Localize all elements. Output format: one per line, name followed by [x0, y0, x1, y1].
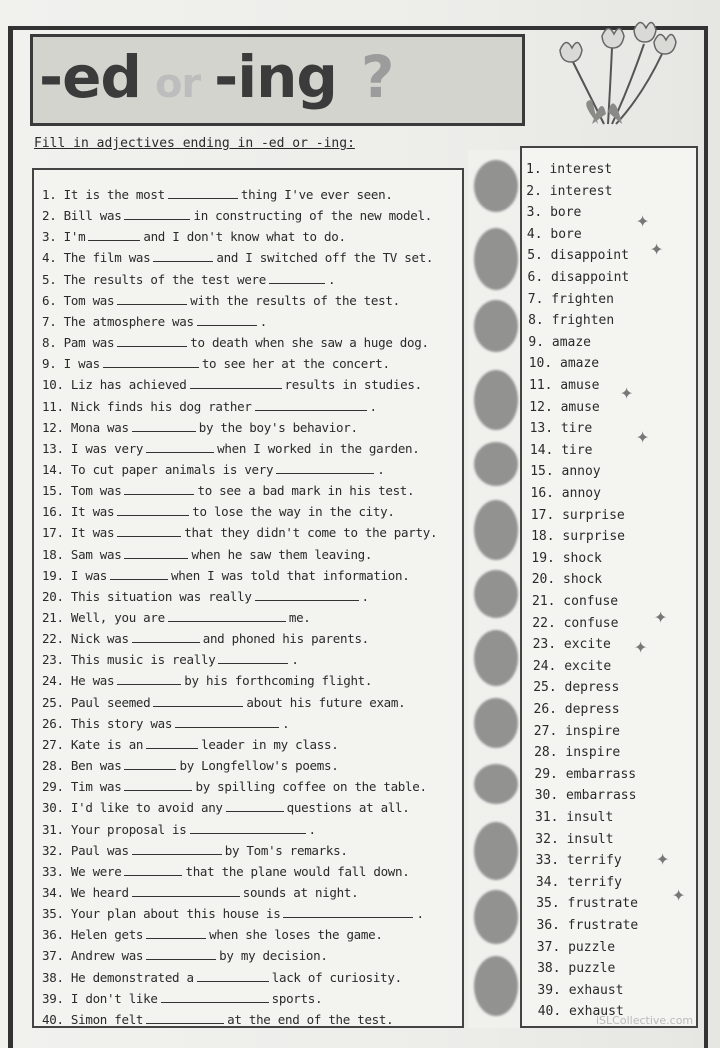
question-prefix: 5. The results of the test were — [42, 271, 266, 287]
question-item — [42, 504, 395, 519]
question-suffix: lack of curiosity. — [271, 969, 402, 985]
answer-blank[interactable] — [255, 590, 359, 601]
question-item — [42, 652, 299, 667]
question-suffix: sounds at night. — [242, 884, 359, 900]
verb-hint-item: 4. bore — [526, 226, 582, 242]
question-prefix: 37. Andrew was — [42, 948, 144, 964]
question-item — [42, 462, 384, 477]
answer-blank[interactable] — [175, 717, 279, 728]
title-question-mark: ? — [360, 43, 394, 111]
verb-hint-item: 24. excite — [532, 658, 612, 674]
answer-blank[interactable] — [168, 611, 286, 622]
verb-hint-item: 28. inspire — [534, 745, 621, 761]
verb-hint-item: 31. insult — [535, 810, 614, 825]
tulip-flowers-icon — [532, 20, 682, 130]
question-suffix: in constructing of the new model. — [193, 208, 432, 224]
stripe-blob — [474, 764, 518, 804]
question-item — [42, 695, 405, 710]
stripe-blob — [474, 630, 518, 686]
question-item — [42, 377, 422, 392]
answer-blank[interactable] — [124, 209, 190, 220]
question-prefix: 17. It was — [42, 525, 115, 541]
answer-blank[interactable] — [117, 294, 187, 305]
question-prefix: 32. Paul was — [42, 842, 129, 858]
page-title — [39, 43, 394, 111]
question-item — [42, 589, 369, 604]
verb-hint-item: 25. depress — [533, 680, 620, 696]
answer-blank[interactable] — [197, 315, 257, 326]
answer-blank[interactable] — [190, 823, 306, 834]
stripe-blob — [474, 698, 518, 748]
answer-blank[interactable] — [103, 357, 199, 368]
question-prefix: 16. It was — [42, 504, 115, 520]
question-suffix: thing I've ever seen. — [240, 187, 393, 202]
question-item — [42, 1012, 393, 1027]
question-suffix: at the end of the test. — [227, 1011, 394, 1027]
verb-hint-item: 13. tire — [529, 421, 593, 437]
title-or: or — [154, 61, 201, 107]
question-prefix: 4. The film was — [42, 250, 151, 266]
question-suffix: and phoned his parents. — [202, 631, 369, 647]
verb-hint-item: 14. tire — [529, 442, 593, 458]
question-prefix: 36. Helen gets — [42, 927, 144, 943]
question-prefix: 34. We heard — [42, 884, 129, 900]
answer-blank[interactable] — [153, 251, 213, 262]
question-prefix: 25. Paul seemed — [42, 694, 151, 710]
question-prefix: 24. He was — [42, 673, 115, 689]
answer-blank[interactable] — [117, 505, 189, 516]
answer-blank[interactable] — [190, 378, 282, 389]
question-prefix: 19. I was — [42, 567, 108, 583]
question-prefix: 15. Tom was — [42, 483, 122, 499]
question-item — [42, 335, 429, 350]
question-prefix: 1. It is the most — [42, 187, 165, 202]
question-prefix: 35. Your plan about this house is — [42, 906, 281, 922]
question-item — [42, 250, 433, 265]
answer-blank[interactable] — [132, 632, 200, 643]
answer-blank[interactable] — [132, 844, 222, 855]
sparkle-icon: ✦ — [656, 846, 670, 871]
verb-hint-item: 35. frustrate — [536, 896, 638, 912]
question-item — [42, 991, 322, 1006]
question-suffix: . — [361, 588, 369, 604]
question-suffix: to see her at the concert. — [201, 356, 390, 372]
question-item — [42, 758, 338, 773]
question-item — [42, 314, 267, 329]
verb-hint-item: 16. annoy — [530, 486, 601, 501]
question-suffix: by the boy's behavior. — [198, 419, 358, 435]
question-item — [42, 293, 400, 308]
verb-hint-item: 5. disappoint — [527, 248, 629, 264]
verb-hint-item: 1. interest — [526, 162, 613, 177]
question-suffix: . — [328, 271, 336, 287]
question-suffix: when I was told that information. — [171, 567, 410, 583]
answer-blank[interactable] — [146, 1013, 224, 1024]
question-suffix: . — [369, 398, 377, 414]
verb-hint-item: 6. disappoint — [527, 270, 630, 285]
answer-blank[interactable] — [117, 336, 187, 347]
question-item — [42, 229, 346, 244]
question-prefix: 7. The atmosphere was — [42, 313, 194, 329]
stripe-blob — [474, 822, 518, 880]
question-suffix: sports. — [271, 990, 323, 1006]
question-item — [42, 272, 335, 287]
question-item — [42, 716, 289, 731]
question-suffix: by his forthcoming flight. — [184, 673, 373, 689]
question-item — [42, 843, 348, 858]
verb-hint-item: 2. interest — [526, 183, 613, 199]
stripe-blob — [474, 442, 518, 486]
verb-hint-item: 26. depress — [533, 702, 620, 717]
answer-blank[interactable] — [124, 865, 182, 876]
question-item — [42, 525, 437, 540]
question-prefix: 2. Bill was — [42, 208, 122, 224]
verb-hint-item: 34. terrify — [535, 874, 622, 890]
question-suffix: and I switched off the TV set. — [216, 250, 434, 266]
stripe-blob — [474, 956, 518, 1016]
verb-hint-item: 17. surprise — [530, 507, 625, 523]
question-item — [42, 441, 420, 456]
answer-blank[interactable] — [197, 971, 269, 982]
verb-hint-item: 33. terrify — [535, 853, 622, 869]
decorative-stripe — [468, 150, 526, 1028]
verb-hint-item: 39. exhaust — [537, 982, 624, 998]
verb-hint-item: 18. surprise — [531, 529, 626, 545]
question-suffix: when she loses the game. — [209, 927, 383, 943]
question-prefix: 26. This story was — [42, 715, 173, 731]
question-suffix: that they didn't come to the party. — [184, 525, 438, 541]
sparkle-icon: ✦ — [620, 380, 634, 405]
answer-blank[interactable] — [124, 548, 188, 559]
answer-blank[interactable] — [132, 421, 196, 432]
answer-blank[interactable] — [255, 400, 367, 411]
question-prefix: 6. Tom was — [42, 292, 115, 308]
question-prefix: 18. Sam was — [42, 546, 122, 562]
question-item — [42, 800, 410, 815]
verb-hint-item: 3. bore — [526, 205, 582, 221]
question-item — [42, 208, 432, 223]
answer-blank[interactable] — [269, 273, 325, 284]
verb-hint-item: 23. excite — [532, 637, 611, 653]
question-item — [42, 483, 414, 498]
stripe-blob — [474, 570, 518, 618]
question-prefix: 30. I'd like to avoid any — [42, 800, 223, 816]
question-suffix: me. — [288, 610, 311, 625]
question-prefix: 31. Your proposal is — [42, 821, 187, 837]
answer-blank[interactable] — [117, 526, 181, 537]
stripe-blob — [474, 500, 518, 560]
answer-blank[interactable] — [124, 759, 176, 770]
question-suffix: . — [259, 313, 267, 329]
question-item — [42, 885, 358, 900]
verb-hint-item: 7. frighten — [527, 291, 614, 307]
verb-hint-item: 38. puzzle — [537, 961, 616, 977]
question-suffix: questions at all. — [286, 800, 410, 816]
answer-blank[interactable] — [283, 907, 413, 918]
question-suffix: when he saw them leaving. — [191, 546, 373, 562]
question-item — [42, 610, 311, 625]
question-item — [42, 779, 427, 794]
question-prefix: 29. Tim was — [42, 779, 122, 795]
question-suffix: by Tom's remarks. — [224, 842, 348, 858]
verb-hint-item: 8. frighten — [528, 313, 615, 329]
question-prefix: 14. To cut paper animals is very — [42, 461, 274, 477]
answer-blank[interactable] — [110, 569, 168, 580]
title-banner — [30, 34, 525, 126]
verb-hint-item: 20. shock — [531, 572, 603, 588]
answer-blank[interactable] — [88, 230, 140, 241]
question-prefix: 20. This situation was really — [42, 588, 252, 604]
watermark: iSLCollective.com — [596, 1014, 694, 1027]
stripe-blob — [474, 300, 518, 352]
question-suffix: to lose the way in the city. — [192, 504, 395, 520]
question-prefix: 9. I was — [42, 356, 100, 372]
stripe-blob — [474, 370, 518, 430]
verb-hint-item: 32. insult — [535, 831, 614, 847]
question-prefix: 21. Well, you are — [42, 610, 165, 625]
question-item — [42, 927, 383, 942]
question-prefix: 39. I don't like — [42, 990, 158, 1006]
answer-blank[interactable] — [146, 949, 216, 960]
sparkle-icon: ✦ — [672, 882, 686, 907]
question-suffix: by my decision. — [219, 948, 328, 964]
title-ed: -ed — [39, 43, 141, 111]
question-item — [42, 356, 390, 371]
question-item — [42, 906, 424, 921]
question-prefix: 23. This music is really — [42, 652, 216, 668]
sparkle-icon: ✦ — [654, 604, 668, 629]
question-suffix: and I don't know what to do. — [143, 229, 346, 245]
answer-blank[interactable] — [124, 484, 194, 495]
question-suffix: . — [282, 715, 290, 731]
question-item — [42, 970, 402, 985]
sparkle-icon: ✦ — [650, 236, 664, 261]
question-suffix: results in studies. — [284, 377, 422, 393]
answer-blank[interactable] — [226, 801, 284, 812]
verb-hint-item: 19. shock — [531, 550, 602, 566]
question-suffix: when I worked in the garden. — [217, 440, 420, 456]
question-prefix: 8. Pam was — [42, 335, 115, 351]
question-item — [42, 864, 409, 879]
question-suffix: with the results of the test. — [190, 292, 400, 308]
answer-blank[interactable] — [153, 696, 243, 707]
answer-blank[interactable] — [124, 780, 192, 791]
question-prefix: 12. Mona was — [42, 419, 129, 435]
answer-blank[interactable] — [117, 674, 181, 685]
verb-hint-item: 22. confuse — [532, 615, 619, 631]
question-item — [42, 673, 372, 688]
stripe-blob — [474, 890, 518, 944]
question-item — [42, 631, 369, 646]
question-suffix: leader in my class. — [201, 736, 339, 752]
answer-blank[interactable] — [161, 992, 269, 1003]
verb-hint-item: 12. amuse — [529, 399, 600, 415]
answer-blank[interactable] — [276, 463, 374, 474]
title-ing: -ing — [214, 43, 337, 111]
stripe-blob — [474, 228, 518, 290]
question-suffix: . — [416, 906, 424, 922]
question-item — [42, 822, 316, 837]
question-item — [42, 547, 372, 562]
verb-hint-item: 10. amaze — [528, 356, 600, 372]
question-item — [42, 737, 338, 752]
question-prefix: 11. Nick finds his dog rather — [42, 398, 252, 414]
verb-hint-item: 27. inspire — [533, 723, 620, 739]
answer-blank[interactable] — [218, 653, 288, 664]
question-item — [42, 399, 377, 414]
question-prefix: 28. Ben was — [42, 758, 122, 774]
sparkle-icon: ✦ — [636, 424, 650, 449]
question-suffix: that the plane would fall down. — [185, 863, 410, 879]
question-suffix: by spilling coffee on the table. — [195, 779, 427, 795]
verb-hint-item: 29. embarrass — [534, 766, 637, 782]
question-prefix: 13. I was very — [42, 440, 144, 456]
question-item — [42, 568, 409, 583]
question-prefix: 22. Nick was — [42, 631, 129, 647]
verb-hint-item: 30. embarrass — [534, 788, 637, 804]
sparkle-icon: ✦ — [634, 634, 648, 659]
question-suffix: . — [291, 652, 299, 668]
answer-blank[interactable] — [168, 188, 238, 199]
verb-hint-item: 15. annoy — [530, 464, 601, 480]
verb-hint-item: 21. confuse — [532, 594, 619, 609]
answer-blank[interactable] — [146, 442, 214, 453]
question-item — [42, 948, 328, 963]
question-suffix: to see a bad mark in his test. — [197, 483, 415, 499]
question-prefix: 10. Liz has achieved — [42, 377, 187, 393]
question-item — [42, 187, 393, 202]
answer-blank[interactable] — [132, 886, 240, 897]
question-prefix: 33. We were — [42, 863, 122, 879]
question-suffix: about his future exam. — [246, 694, 406, 710]
question-suffix: to death when she saw a huge dog. — [190, 335, 429, 351]
sparkle-icon: ✦ — [636, 208, 650, 233]
question-suffix: . — [308, 821, 316, 837]
verb-hint-item: 9. amaze — [528, 334, 592, 350]
answer-blank[interactable] — [146, 738, 198, 749]
question-item — [42, 420, 358, 435]
question-suffix: . — [377, 461, 385, 477]
question-prefix: 38. He demonstrated a — [42, 969, 194, 985]
stripe-blob — [474, 160, 518, 212]
question-prefix: 27. Kate is an — [42, 736, 144, 752]
instruction-text: Fill in adjectives ending in -ed or -ing: — [34, 136, 355, 151]
verb-hint-item: 36. frustrate — [536, 918, 639, 933]
verb-hint-item: 37. puzzle — [536, 939, 616, 955]
question-prefix: 3. I'm — [42, 229, 86, 245]
question-suffix: by Longfellow's poems. — [179, 758, 339, 774]
verb-hint-item: 40. exhaust — [537, 1004, 624, 1020]
answer-blank[interactable] — [146, 928, 206, 939]
question-prefix: 40. Simon felt — [42, 1011, 144, 1027]
verb-hint-item: 11. amuse — [529, 378, 600, 393]
